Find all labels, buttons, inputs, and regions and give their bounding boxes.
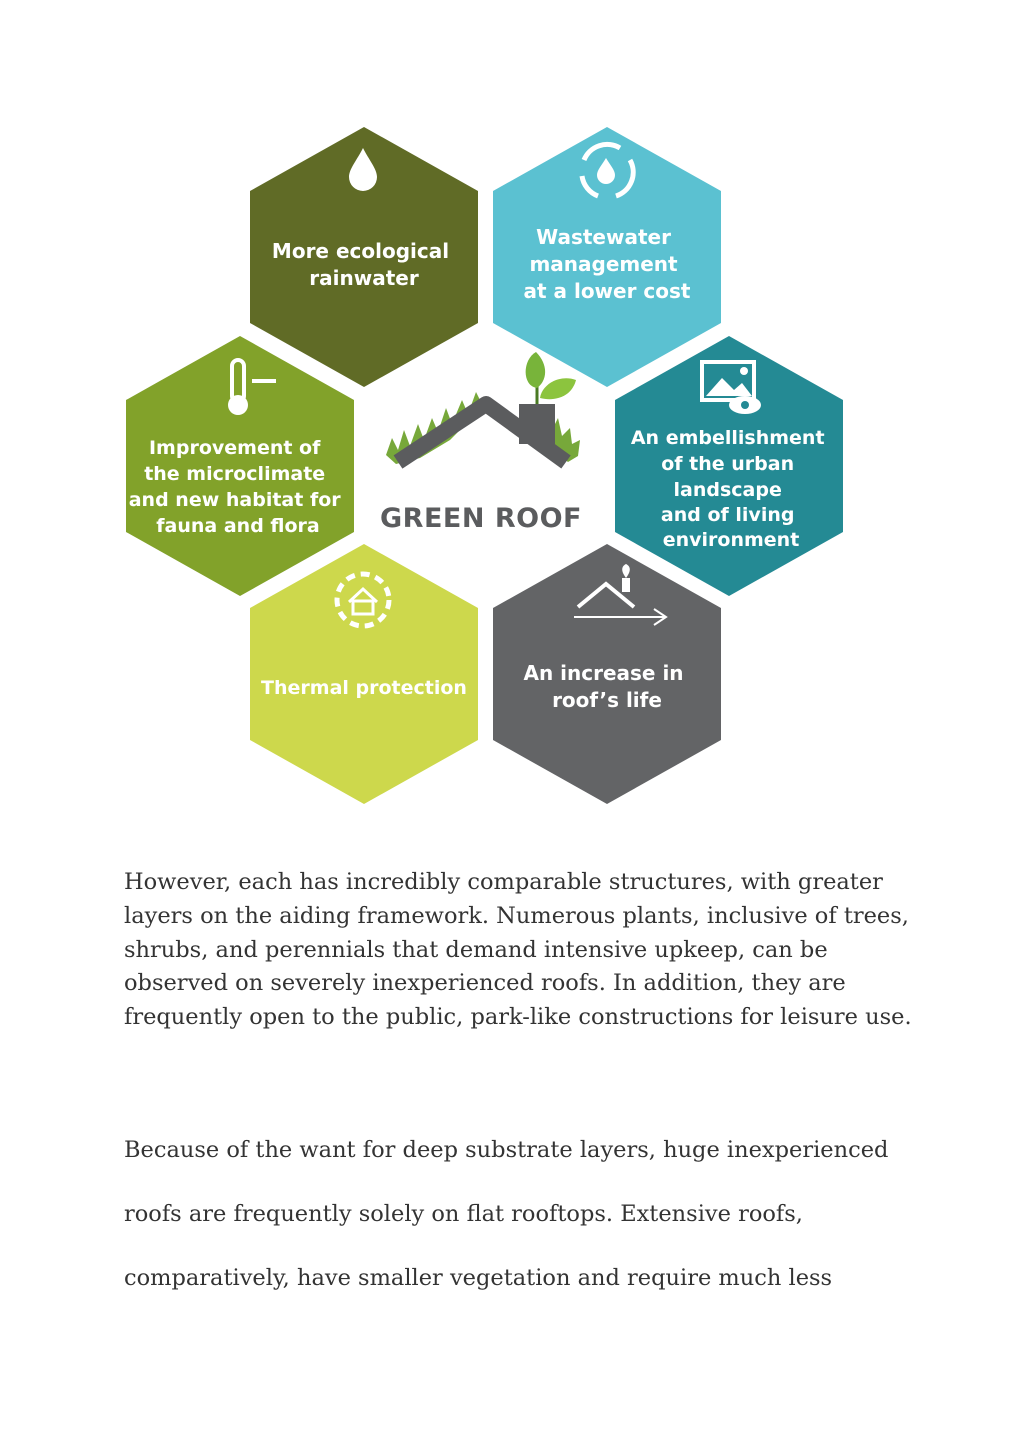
hexagon-thermal [250,544,478,804]
center-title: GREEN ROOF [380,503,582,534]
hexagon-wastewater-label [523,225,690,303]
hexagon-microclimate [126,336,354,596]
hexagon-embellishment-line-5: environment [662,529,800,551]
hexagon-wastewater [493,127,721,387]
hexagon-rainwater-line-1: More ecological [271,239,450,263]
paragraph-2: Because of the want for deep substrate layers, huge inexperienced roofs are frequently solely on flat rooftops. Extensive roofs, comparatively, have smaller vegetation and require much less [124,1137,889,1291]
hexagon-wastewater-line-3: at a lower cost [523,279,691,303]
hexagon-embellishment [615,336,843,596]
plant-leaf-right [540,378,576,399]
hexagon-thermal-shape [250,544,478,804]
hexagon-roof-life [493,544,721,804]
hexagon-roof-life-line-1: An increase in [523,661,684,685]
hexagon-microclimate-line-4: fauna and flora [156,515,320,537]
hexagon-roof-life-line-2: roof’s life [552,688,662,712]
hexagon-rainwater-line-2: rainwater [309,266,419,290]
hexagon-embellishment-line-4: and of living [660,504,795,526]
hexagon-thermal-line-1: Thermal protection [261,677,467,699]
hexagon-embellishment-line-3: landscape [673,479,782,501]
green-roof-icon [380,352,582,534]
chimney [519,404,555,444]
hexagon-embellishment-line-2: of the urban [661,453,795,475]
paragraph-1: However, each has incredibly comparable structures, with greater layers on the aiding framework. Numerous plants, inclusive of trees, shrubs, and perennials that demand intensive upkeep, can be observed on severely inexperienced roofs. In addition, they are frequently open to the public, park-like constructions for leisure use. [124,869,912,1031]
hexagon-microclimate-line-2: the microclimate [144,463,326,485]
hexagon-wastewater-line-1: Wastewater [536,225,671,249]
hexagon-embellishment-line-1: An embellishment [630,427,825,449]
hexagon-rainwater [250,127,478,387]
hexagon-thermal-label [261,677,467,699]
plant-leaf-left [526,352,546,388]
hexagon-microclimate-line-1: Improvement of [148,437,321,459]
hexagon-microclimate-line-3: and new habitat for [128,489,341,511]
hexagon-wastewater-line-2: management [529,252,678,276]
